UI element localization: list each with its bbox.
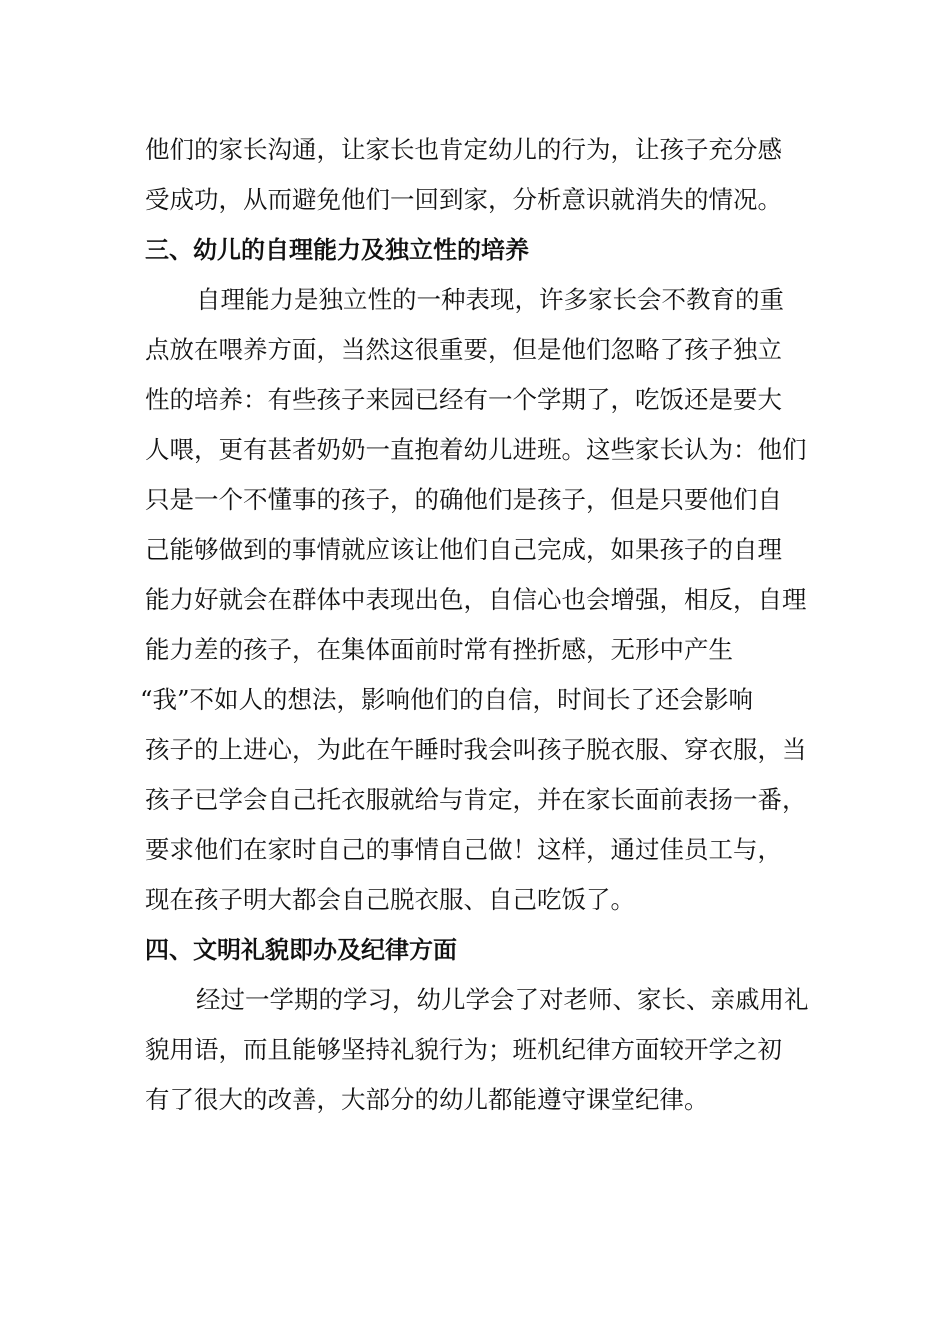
paragraph-line: 貌用语，而且能够坚持礼貌行为；班机纪律方面较开学之初	[145, 1035, 782, 1064]
paragraph-line: 性的培养：有些孩子来园已经有一个学期了，吃饭还是要大	[145, 385, 782, 414]
paragraph-line: 他们的家长沟通，让家长也肯定幼儿的行为，让孩子充分感	[145, 135, 782, 164]
paragraph-line: 经过一学期的学习，幼儿学会了对老师、家长、亲戚用礼	[196, 985, 809, 1014]
paragraph-line: 要求他们在家时自己的事情自己做！这样，通过佳员工与，	[145, 835, 782, 864]
paragraph-line: 孩子已学会自己托衣服就给与肯定，并在家长面前表扬一番，	[145, 785, 807, 814]
paragraph-line: 受成功，从而避免他们一回到家，分析意识就消失的情况。	[145, 185, 782, 214]
paragraph-line: 能力差的孩子，在集体面前时常有挫折感，无形中产生	[145, 635, 733, 664]
paragraph-line: 孩子的上进心，为此在午睡时我会叫孩子脱衣服、穿衣服，当	[145, 735, 807, 764]
paragraph-line: 有了很大的改善，大部分的幼儿都能遵守课堂纪律。	[145, 1085, 709, 1114]
paragraph-line: 点放在喂养方面，当然这很重要，但是他们忽略了孩子独立	[145, 335, 782, 364]
section-heading-3: 三、幼儿的自理能力及独立性的培养	[145, 236, 529, 264]
paragraph-line: 自理能力是独立性的一种表现，许多家长会不教育的重	[196, 285, 784, 314]
section-heading-4: 四、文明礼貌即办及纪律方面	[145, 936, 457, 964]
paragraph-line: 只是一个不懂事的孩子，的确他们是孩子，但是只要他们自	[145, 485, 782, 514]
paragraph-line: 人喂，更有甚者奶奶一直抱着幼儿进班。这些家长认为：他们	[145, 435, 807, 464]
paragraph-line: 己能够做到的事情就应该让他们自己完成，如果孩子的自理	[145, 535, 782, 564]
paragraph-line: “我”不如人的想法，影响他们的自信，时间长了还会影响	[140, 685, 754, 714]
paragraph-line: 现在孩子明大都会自己脱衣服、自己吃饭了。	[145, 885, 635, 914]
paragraph-line: 能力好就会在群体中表现出色，自信心也会增强，相反，自理	[145, 585, 807, 614]
